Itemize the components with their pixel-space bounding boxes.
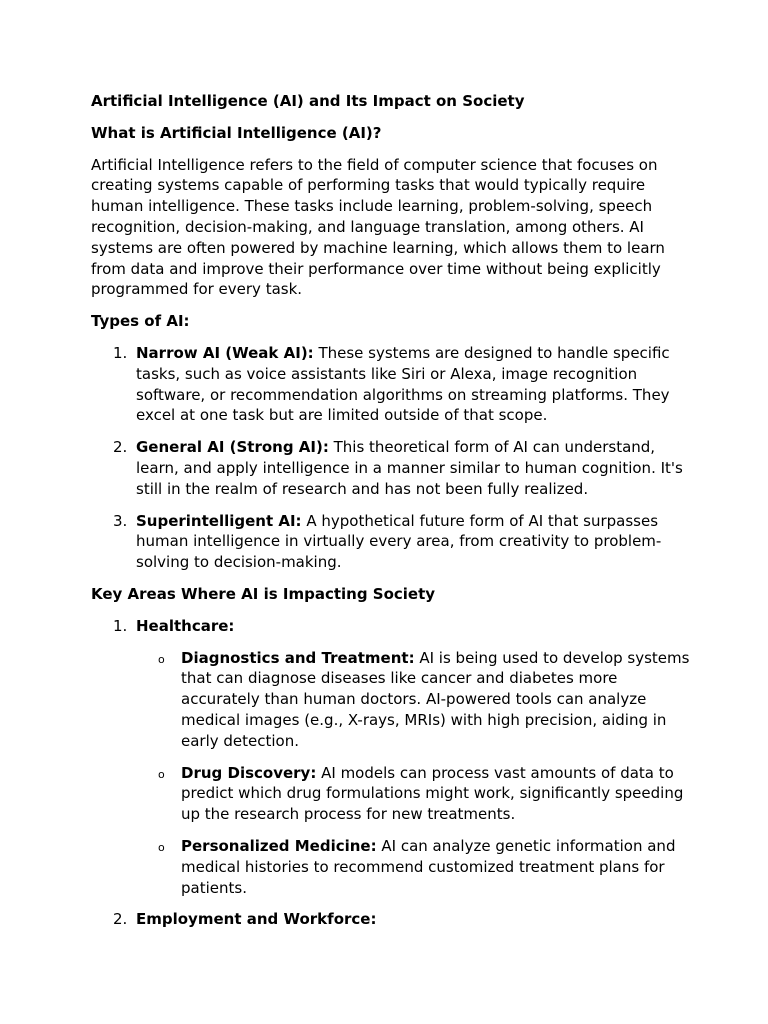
list-item-term: Healthcare: [136,616,235,635]
list-item-term: Superintelligent AI: [136,511,302,530]
list-item-superintelligent-ai [91,511,691,573]
section-heading-key-areas: Key Areas Where AI is Impacting Society [91,584,436,603]
list-item-term: Narrow AI (Weak AI): [136,343,314,362]
list-item-text: A hypothetical future form of AI that surpasses human intelligence in virtually every area, from creativity to problem-solving to decision-making. [136,511,662,572]
list-item-text: This theoretical form of AI can understand, learn, and apply intelligence in a manner similar to human cognition. It's still in the realm of research and has not been fully realized. [136,438,683,498]
list-item-term: General AI (Strong AI): [136,438,329,457]
sub-item-term: Drug Discovery: [181,763,317,782]
list-number: 1. [113,616,128,635]
sub-item-text: AI can analyze genetic information and medical histories to recommend customized treatment plans for patients. [181,836,676,897]
list-item-employment [91,909,691,930]
list-item-healthcare [91,616,691,899]
sub-item-term: Personalized Medicine: [181,836,377,855]
bullet-icon: o [158,767,165,781]
list-number: 2. [113,438,128,457]
section-heading-what-is-ai: What is Artificial Intelligence (AI)? [91,123,382,142]
section-heading-types-of-ai: Types of AI: [91,312,190,331]
sub-item-text: AI is being used to develop systems that can diagnose diseases like cancer and diabetes more accurately than human doctors. AI-powered tools can analyze medical images (e.g., X-rays, MRIs) with high precision, aiding in early detection. [181,648,690,750]
sub-item-text: AI models can process vast amounts of data to predict which drug formulations might work, significantly speeding up the research process for new treatments. [181,763,684,824]
list-number: 2. [113,910,128,929]
key-areas-list [91,616,691,930]
sub-item-drug-discovery [136,763,691,825]
bullet-icon: o [158,840,165,854]
sub-item-term: Diagnostics and Treatment: [181,648,415,667]
document-title: Artificial Intelligence (AI) and Its Impact on Society [91,92,525,110]
list-item-text: These systems are designed to handle specific tasks, such as voice assistants like Siri or Alexa, image recognition software, or recommendation algorithms on streaming platforms. They excel at one task but are limited outside of that scope. [136,343,670,425]
sub-item-diagnostics [136,648,691,752]
types-of-ai-list [91,343,691,573]
list-number: 1. [113,343,128,362]
bullet-icon: o [158,652,165,666]
list-item-narrow-ai [91,343,691,426]
list-number: 3. [113,511,128,530]
document-page [91,91,691,941]
what-is-ai-paragraph: Artificial Intelligence refers to the field of computer science that focuses on creating systems capable of performing tasks that would typically require human intelligence. These tasks include learning, problem-solving, speech recognition, decision-making, and language translation, among others. AI systems are often powered by machine learning, which allows them to learn from data and improve their performance over time without being explicitly programmed for every task. [91,155,665,299]
list-item-general-ai [91,437,691,499]
healthcare-sub-list [136,648,691,899]
sub-item-personalized-medicine [136,836,691,898]
list-item-term: Employment and Workforce: [136,910,377,929]
